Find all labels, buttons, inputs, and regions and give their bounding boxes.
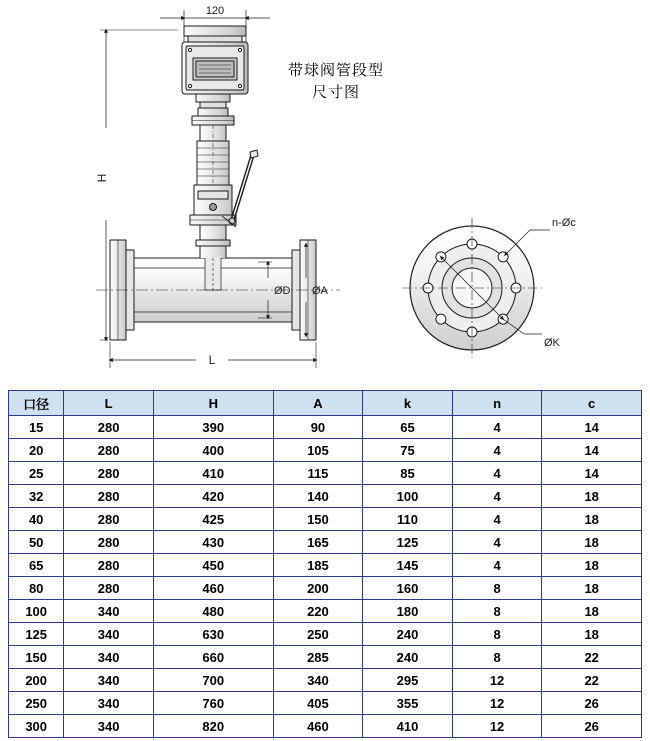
cell-l: 340 <box>64 646 154 669</box>
cell-n: 8 <box>452 623 542 646</box>
cell-diameter: 150 <box>9 646 64 669</box>
cell-l: 280 <box>64 577 154 600</box>
table-row <box>9 439 642 462</box>
cell-h: 660 <box>153 646 273 669</box>
table-row <box>9 462 642 485</box>
cell-l: 280 <box>64 554 154 577</box>
cell-n: 4 <box>452 508 542 531</box>
cell-n: 8 <box>452 600 542 623</box>
cell-a: 115 <box>273 462 363 485</box>
cell-n: 4 <box>452 462 542 485</box>
cell-n: 4 <box>452 439 542 462</box>
cell-l: 280 <box>64 416 154 439</box>
cell-l: 340 <box>64 692 154 715</box>
cell-a: 140 <box>273 485 363 508</box>
table-row <box>9 600 642 623</box>
cell-diameter: 25 <box>9 462 64 485</box>
cell-c: 26 <box>542 692 642 715</box>
dimension-table <box>8 390 642 738</box>
converter-housing <box>182 26 248 108</box>
cell-h: 450 <box>153 554 273 577</box>
cell-a: 200 <box>273 577 363 600</box>
header-h: H <box>153 391 273 416</box>
table-row <box>9 577 642 600</box>
cell-a: 340 <box>273 669 363 692</box>
cell-c: 18 <box>542 600 642 623</box>
cell-n: 12 <box>452 715 542 738</box>
cell-n: 4 <box>452 554 542 577</box>
cell-l: 340 <box>64 600 154 623</box>
cell-c: 22 <box>542 646 642 669</box>
cell-n: 4 <box>452 485 542 508</box>
cell-k: 125 <box>363 531 453 554</box>
cell-k: 295 <box>363 669 453 692</box>
cell-c: 18 <box>542 577 642 600</box>
cell-n: 4 <box>452 531 542 554</box>
label-height-dim: H <box>95 173 109 183</box>
table-header-row <box>9 391 642 416</box>
cell-l: 340 <box>64 715 154 738</box>
cell-c: 14 <box>542 462 642 485</box>
cell-a: 185 <box>273 554 363 577</box>
cell-k: 355 <box>363 692 453 715</box>
table-row <box>9 623 642 646</box>
cell-n: 12 <box>452 669 542 692</box>
cell-h: 430 <box>153 531 273 554</box>
cell-c: 18 <box>542 485 642 508</box>
cell-k: 75 <box>363 439 453 462</box>
table-row <box>9 485 642 508</box>
table-row <box>9 692 642 715</box>
cell-a: 220 <box>273 600 363 623</box>
cell-diameter: 50 <box>9 531 64 554</box>
cell-diameter: 300 <box>9 715 64 738</box>
cell-c: 18 <box>542 623 642 646</box>
cell-k: 160 <box>363 577 453 600</box>
label-top-dim: 120 <box>205 5 225 17</box>
cell-h: 420 <box>153 485 273 508</box>
cell-n: 8 <box>452 646 542 669</box>
cell-k: 65 <box>363 416 453 439</box>
table-row <box>9 416 642 439</box>
cell-h: 390 <box>153 416 273 439</box>
cell-a: 460 <box>273 715 363 738</box>
cell-k: 110 <box>363 508 453 531</box>
cell-h: 820 <box>153 715 273 738</box>
label-bolt-circle: ØK <box>544 337 560 349</box>
label-length-dim: L <box>208 353 216 367</box>
cell-diameter: 32 <box>9 485 64 508</box>
cell-h: 460 <box>153 577 273 600</box>
cell-diameter: 200 <box>9 669 64 692</box>
header-k: k <box>363 391 453 416</box>
cell-n: 12 <box>452 692 542 715</box>
cell-diameter: 15 <box>9 416 64 439</box>
cell-l: 340 <box>64 623 154 646</box>
cell-a: 105 <box>273 439 363 462</box>
cell-l: 280 <box>64 485 154 508</box>
cell-h: 410 <box>153 462 273 485</box>
cell-k: 410 <box>363 715 453 738</box>
cell-h: 425 <box>153 508 273 531</box>
meter-neck <box>190 108 236 245</box>
cell-k: 85 <box>363 462 453 485</box>
cell-n: 4 <box>452 416 542 439</box>
cell-l: 280 <box>64 531 154 554</box>
cell-diameter: 40 <box>9 508 64 531</box>
cell-a: 405 <box>273 692 363 715</box>
cell-a: 90 <box>273 416 363 439</box>
header-l: L <box>64 391 154 416</box>
cell-c: 14 <box>542 416 642 439</box>
cell-h: 400 <box>153 439 273 462</box>
cell-l: 280 <box>64 508 154 531</box>
label-bore-dim: ØD <box>274 285 291 297</box>
cell-diameter: 65 <box>9 554 64 577</box>
cell-h: 630 <box>153 623 273 646</box>
cell-k: 145 <box>363 554 453 577</box>
cell-a: 285 <box>273 646 363 669</box>
cell-k: 240 <box>363 623 453 646</box>
cell-c: 18 <box>542 531 642 554</box>
cell-a: 250 <box>273 623 363 646</box>
cell-n: 8 <box>452 577 542 600</box>
header-a: A <box>273 391 363 416</box>
cell-l: 280 <box>64 462 154 485</box>
cell-diameter: 250 <box>9 692 64 715</box>
cell-l: 340 <box>64 669 154 692</box>
pipe-section <box>96 240 340 340</box>
header-n: n <box>452 391 542 416</box>
flange-face-view <box>402 218 550 358</box>
table-body <box>9 416 642 738</box>
cell-c: 18 <box>542 554 642 577</box>
table-row <box>9 715 642 738</box>
cell-c: 22 <box>542 669 642 692</box>
cell-h: 760 <box>153 692 273 715</box>
drawing-title-line2: 尺寸图 <box>312 84 361 101</box>
cell-c: 14 <box>542 439 642 462</box>
cell-k: 180 <box>363 600 453 623</box>
cell-diameter: 100 <box>9 600 64 623</box>
label-flange-dim: ØA <box>312 285 328 297</box>
cell-h: 700 <box>153 669 273 692</box>
cell-h: 480 <box>153 600 273 623</box>
cell-a: 165 <box>273 531 363 554</box>
table-row <box>9 669 642 692</box>
table-header <box>9 391 642 416</box>
table-row <box>9 554 642 577</box>
cell-diameter: 20 <box>9 439 64 462</box>
header-diameter: 口径 <box>9 391 64 416</box>
drawing-title <box>288 60 384 104</box>
table-row <box>9 531 642 554</box>
cell-diameter: 125 <box>9 623 64 646</box>
cell-l: 280 <box>64 439 154 462</box>
cell-k: 240 <box>363 646 453 669</box>
cell-k: 100 <box>363 485 453 508</box>
table-row <box>9 646 642 669</box>
header-c: c <box>542 391 642 416</box>
cell-diameter: 80 <box>9 577 64 600</box>
cell-c: 26 <box>542 715 642 738</box>
cell-a: 150 <box>273 508 363 531</box>
table-row <box>9 508 642 531</box>
label-bolt-hole: n-Øc <box>552 217 576 229</box>
drawing-title-line1: 带球阀管段型 <box>288 62 385 79</box>
cell-c: 18 <box>542 508 642 531</box>
